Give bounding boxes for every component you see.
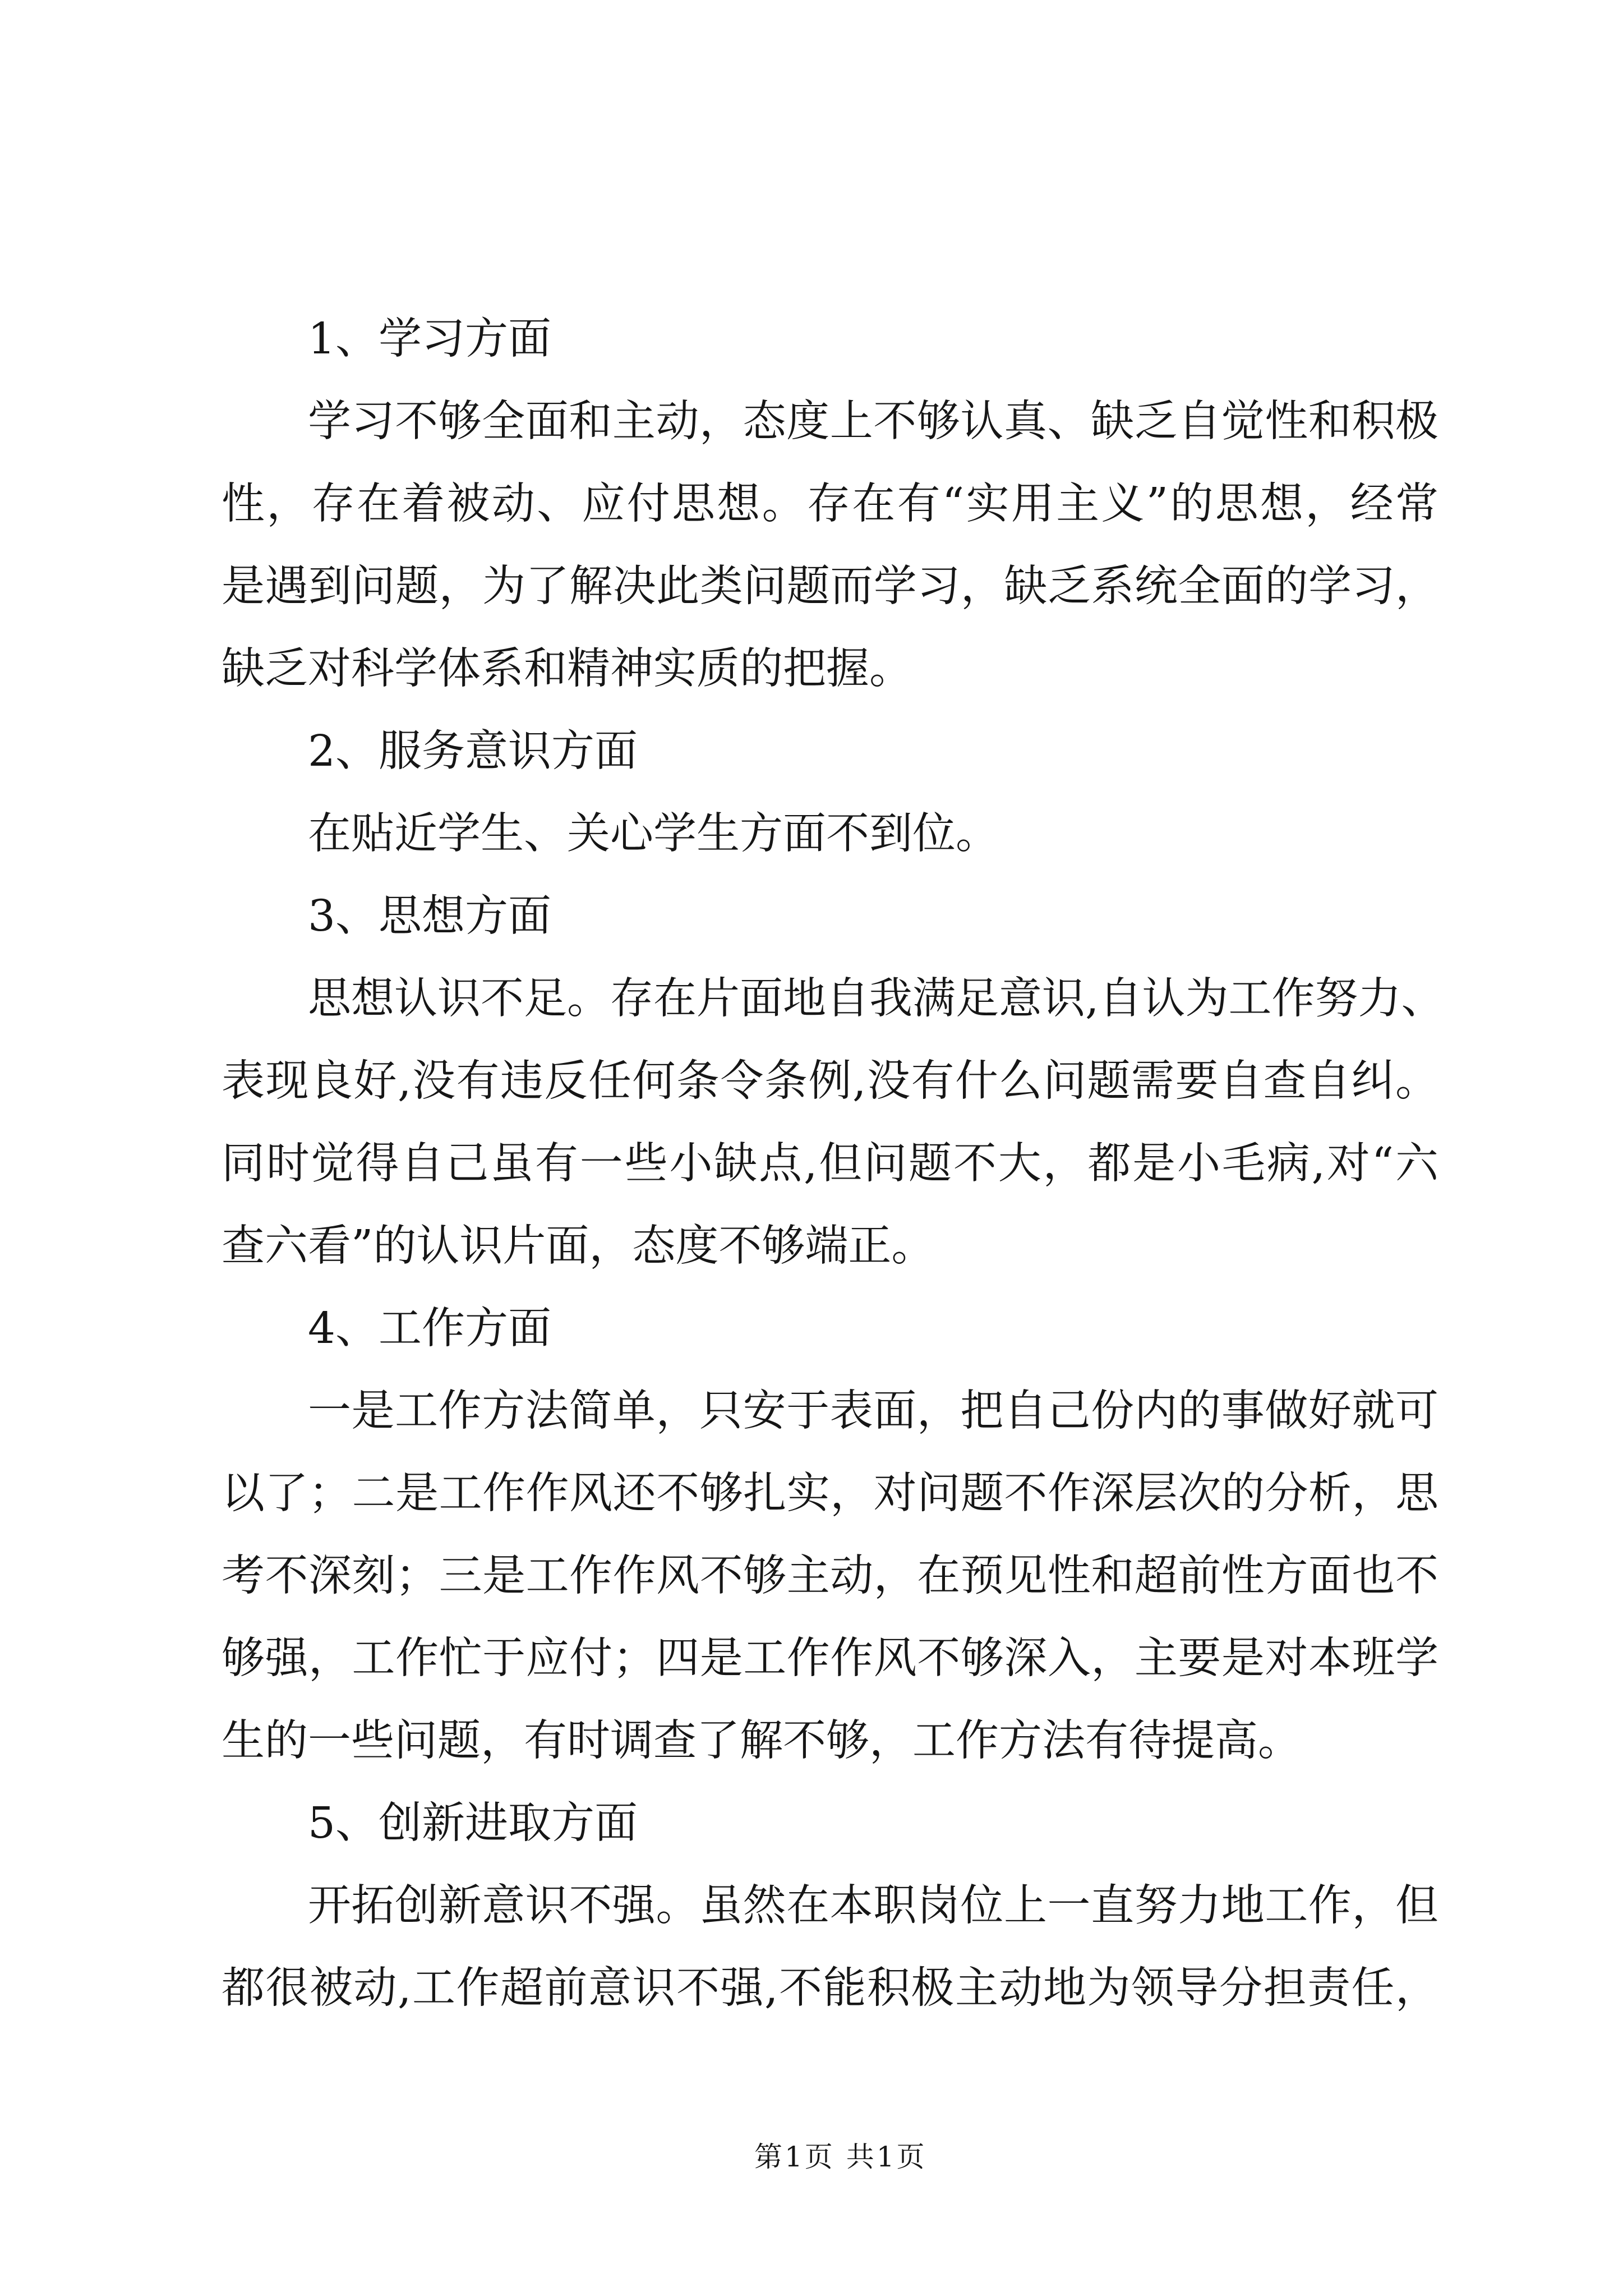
page-footer xyxy=(0,2137,1623,2177)
paragraph-line: 同时觉得自己虽有一些小缺点,但问题不大，都是小毛病,对“六 xyxy=(222,1139,1438,1189)
page-number-label: 第1页 共1页 xyxy=(754,2141,927,2173)
paragraph-line: 是遇到问题，为了解决此类问题而学习，缺乏系统全面的学习， xyxy=(222,562,1438,611)
paragraph-line: 一是工作方法简单，只安于表面，把自己份内的事做好就可 xyxy=(308,1386,1438,1436)
document-body xyxy=(222,298,1445,2030)
paragraph-line: 以了；二是工作作风还不够扎实，对问题不作深层次的分析，思 xyxy=(222,1469,1438,1519)
paragraph-line: 考不深刻；三是工作作风不够主动，在预见性和超前性方面也不 xyxy=(222,1551,1438,1601)
paragraph-line: 够强，工作忙于应付；四是工作作风不够深入，主要是对本班学 xyxy=(222,1634,1438,1683)
paragraph-line: 查六看”的认识片面，态度不够端正。 xyxy=(222,1221,935,1271)
section-heading-thought: 3、思想方面 xyxy=(308,891,551,941)
paragraph-line: 性，存在着被动、应付思想。存在有“实用主义”的思想，经常 xyxy=(222,479,1438,529)
section-heading-work: 4、工作方面 xyxy=(308,1304,551,1354)
paragraph-line: 学习不够全面和主动，态度上不够认真、缺乏自觉性和积极 xyxy=(308,397,1438,447)
paragraph-line: 都很被动,工作超前意识不强,不能积极主动地为领导分担责任， xyxy=(222,1963,1438,2013)
paragraph-line: 生的一些问题，有时调查了解不够，工作方法有待提高。 xyxy=(222,1716,1301,1766)
section-heading-service: 2、服务意识方面 xyxy=(308,726,638,776)
paragraph-line: 思想认识不足。存在片面地自我满足意识,自认为工作努力、 xyxy=(308,974,1445,1024)
paragraph-line: 缺乏对科学体系和精神实质的把握。 xyxy=(222,644,912,694)
paragraph-line: 在贴近学生、关心学生方面不到位。 xyxy=(308,809,999,859)
paragraph-line: 表现良好,没有违反任何条令条例,没有什么问题需要自查自纠。 xyxy=(222,1056,1438,1106)
section-heading-innovation: 5、创新进取方面 xyxy=(308,1798,638,1848)
section-heading-study: 1、学习方面 xyxy=(308,314,551,364)
paragraph-line: 开拓创新意识不强。虽然在本职岗位上一直努力地工作，但 xyxy=(308,1881,1438,1931)
